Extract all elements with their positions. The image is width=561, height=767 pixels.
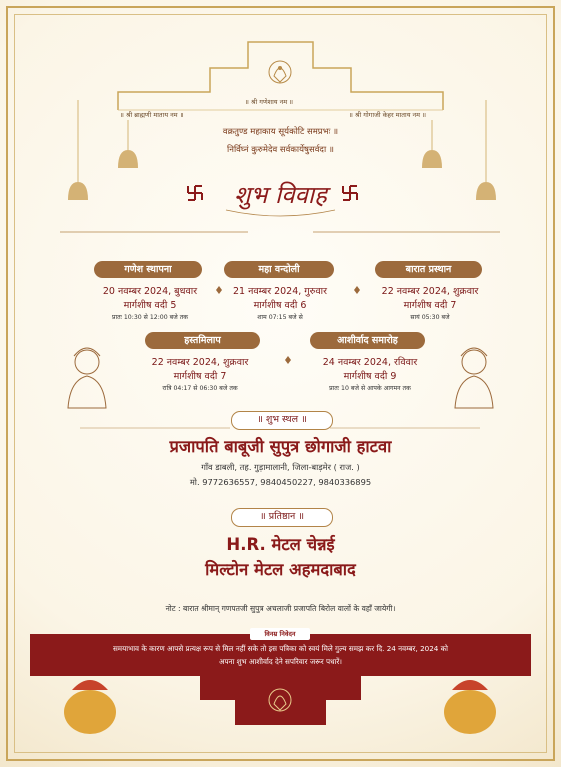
ganesha-icon — [269, 61, 291, 83]
event-tithi-1: मार्गशीष वदी 5 — [123, 300, 177, 311]
establishment-line-2: मिल्टोन मेटल अहमदाबाद — [205, 560, 356, 579]
event-time-2: शाम 07:15 बजे से — [257, 314, 303, 321]
shloka-line-2: निर्विघ्नं कुरुमेदेव सर्वकार्येषुसर्वदा ॥ — [227, 145, 334, 155]
establishment-line-1: H.R. मेटल चेन्नई — [226, 535, 335, 554]
event-tithi-2: मार्गशीष वदी 6 — [253, 300, 307, 311]
event-label-ganesh-sthapana: गणेश स्थापना — [94, 261, 202, 278]
event-date-3: 22 नवम्बर 2024, शुक्रवार — [381, 286, 479, 297]
shloka-line-1: वक्रतुण्ड महाकाय सूर्यकोटि समप्रभः ॥ — [222, 127, 339, 137]
event-date-4: 22 नवम्बर 2024, शुक्रवार — [151, 357, 249, 368]
request-label: विनम्र निवेदन — [250, 628, 310, 640]
title-shubh-vivah: शुभ विवाह — [234, 181, 327, 209]
event-tithi-5: मार्गशीष वदी 9 — [343, 371, 397, 382]
request-line-2: अपना शुभ आशीर्वाद देने सपरिवार जरूर पधारें। — [218, 657, 343, 666]
event-time-3: सायं 05:30 बजे — [410, 314, 450, 321]
groom-figure-right — [455, 348, 493, 408]
event-date-2: 21 नवम्बर 2024, गुरुवार — [233, 286, 327, 297]
event-label-baraat-prasthan: बारात प्रस्थान — [375, 261, 482, 278]
groom-figure-left — [68, 348, 106, 408]
request-line-1: समयाभाव के कारण आपसे प्रत्यक्ष रूप से मिल नहीं सके तो इस पत्रिका को स्वयं मिले गुल्य समझ कर दि. 24 नवम्बर, 2024 को — [112, 644, 449, 653]
event-time-5: प्रातः 10 बजे से आपके आगमन तक — [329, 385, 411, 392]
event-label-hastmilap: हस्तमिलाप — [145, 332, 260, 349]
event-time-4: रात्रि 04:17 से 06:30 बजे तक — [162, 385, 238, 392]
request-band — [30, 634, 531, 676]
venue-label: ॥ शुभ स्थल ॥ — [231, 411, 333, 430]
event-date-5: 24 नवम्बर 2024, रविवार — [322, 357, 418, 368]
event-time-1: प्रातः 10:30 से 12:00 बजे तक — [112, 314, 188, 321]
venue-address: गाँव डाबली, तह. गुड़ामालानी, जिला-बाड़मेर ( राज. ) — [201, 462, 360, 472]
venue-name: प्रजापति बाबूजी सुपुत्र छोगाजी हाटवा — [169, 437, 392, 456]
event-label-maha-vandoli: महा वन्दोली — [224, 261, 334, 278]
event-date-1: 20 नवम्बर 2024, बुधवार — [102, 286, 198, 297]
blessing-left: ॥ श्री ब्राह्मणी माताय नम ॥ — [120, 111, 184, 119]
establishment-label: ॥ प्रतिष्ठान ॥ — [231, 508, 333, 527]
blessing-right: ॥ श्री गोगाजी केहर माताय नम ॥ — [349, 111, 426, 119]
blessing-center: ॥ श्री गणेशाय नम ॥ — [245, 98, 294, 106]
baraat-note: नोट : बारात श्रीमान् गणपतजी सुपुत्र अचलाजी प्रजापति बिरोल वालों के वहाँ जायेगी। — [165, 604, 396, 613]
venue-phone: मो. 9772636557, 9840450227, 9840336895 — [189, 477, 372, 487]
event-label-ashirwad-samaroh: आशीर्वाद समारोह — [310, 332, 425, 349]
event-tithi-4: मार्गशीष वदी 7 — [173, 371, 227, 382]
event-tithi-3: मार्गशीष वदी 7 — [403, 300, 457, 311]
